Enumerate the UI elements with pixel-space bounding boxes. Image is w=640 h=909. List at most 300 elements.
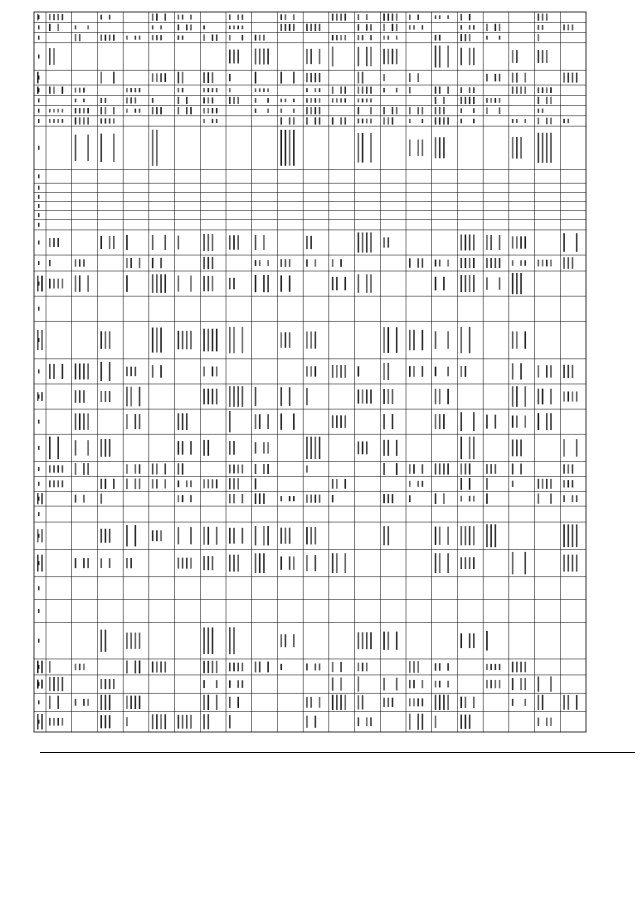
illegible-text-mark [332, 87, 334, 94]
illegible-text-mark [182, 463, 184, 474]
illegible-text-mark [79, 363, 81, 379]
illegible-text-mark [263, 275, 265, 292]
illegible-text-mark [439, 260, 441, 267]
illegible-text-mark [520, 87, 522, 94]
illegible-text-mark [409, 258, 411, 267]
illegible-text-mark [178, 558, 180, 569]
illegible-text-mark [550, 260, 552, 267]
illegible-text-mark [182, 88, 184, 92]
illegible-text-mark [520, 363, 522, 379]
illegible-text-mark [435, 137, 437, 158]
illegible-text-mark [285, 259, 287, 267]
illegible-text-mark [362, 232, 364, 252]
illegible-text-mark [383, 389, 385, 404]
illegible-text-mark [439, 414, 441, 429]
illegible-text-mark [306, 259, 308, 266]
illegible-text-mark [315, 366, 317, 376]
illegible-text-mark [336, 553, 338, 573]
illegible-text-mark [370, 232, 372, 252]
illegible-text-mark [512, 464, 514, 475]
illegible-text-mark [255, 414, 257, 429]
illegible-text-mark [49, 87, 51, 94]
illegible-text-mark [366, 87, 368, 94]
illegible-text-mark [310, 24, 312, 31]
row-number-mark [38, 512, 40, 516]
illegible-text-mark [409, 107, 411, 114]
illegible-text-mark [499, 235, 501, 250]
illegible-text-mark [100, 134, 102, 162]
illegible-text-mark [499, 36, 501, 40]
illegible-text-mark [495, 680, 497, 688]
illegible-text-mark [315, 73, 317, 82]
illegible-text-mark [229, 441, 231, 455]
illegible-text-mark [242, 14, 244, 19]
illegible-text-mark [109, 236, 111, 249]
illegible-text-mark [409, 366, 411, 377]
illegible-text-mark [572, 365, 574, 378]
illegible-text-mark [383, 414, 385, 429]
illegible-text-mark [306, 73, 308, 82]
illegible-text-mark [49, 14, 51, 20]
illegible-text-mark [306, 98, 308, 103]
illegible-text-mark [53, 14, 55, 20]
illegible-text-mark [567, 365, 569, 378]
illegible-text-mark [164, 14, 166, 21]
illegible-text-mark [53, 718, 55, 726]
illegible-text-mark [135, 525, 137, 546]
illegible-text-mark [237, 478, 239, 489]
illegible-text-mark [152, 274, 154, 293]
illegible-text-mark [306, 555, 308, 571]
illegible-text-mark [280, 275, 282, 291]
illegible-text-mark [563, 439, 565, 457]
illegible-text-mark [207, 556, 209, 570]
illegible-text-mark [242, 26, 244, 30]
illegible-text-mark [538, 365, 540, 377]
illegible-text-mark [109, 679, 111, 689]
illegible-text-mark [207, 88, 209, 92]
illegible-text-mark [383, 632, 385, 650]
illegible-text-mark [422, 330, 424, 350]
illegible-text-mark [495, 464, 497, 474]
illegible-text-mark [190, 715, 192, 729]
illegible-text-mark [229, 74, 231, 81]
illegible-text-mark [53, 465, 55, 472]
illegible-text-mark [550, 87, 552, 93]
illegible-text-mark [495, 524, 497, 547]
row-number-mark [38, 395, 40, 399]
illegible-text-mark [126, 525, 128, 546]
illegible-text-mark [396, 678, 398, 691]
illegible-text-mark [49, 260, 51, 266]
illegible-text-mark [75, 99, 77, 103]
illegible-text-mark [495, 664, 497, 670]
illegible-text-mark [447, 367, 449, 377]
illegible-text-mark [387, 698, 389, 707]
illegible-text-mark [567, 119, 569, 123]
illegible-text-mark [87, 363, 89, 379]
illegible-text-mark [182, 36, 184, 40]
illegible-text-mark [178, 88, 180, 92]
illegible-text-mark [212, 119, 214, 123]
illegible-text-mark [396, 49, 398, 64]
illegible-text-mark [563, 365, 565, 378]
illegible-text-mark [392, 389, 394, 404]
illegible-text-mark [280, 109, 282, 113]
illegible-text-mark [546, 260, 548, 267]
illegible-text-mark [186, 480, 188, 487]
illegible-text-mark [563, 480, 565, 487]
illegible-text-mark [542, 87, 544, 93]
illegible-text-mark [315, 117, 317, 124]
illegible-text-mark [178, 495, 180, 502]
illegible-text-mark [263, 49, 265, 65]
illegible-text-mark [75, 88, 77, 93]
illegible-text-mark [87, 463, 89, 475]
illegible-text-mark [293, 556, 295, 569]
illegible-text-mark [135, 97, 137, 103]
illegible-text-mark [563, 495, 565, 502]
illegible-text-mark [362, 133, 364, 163]
illegible-text-mark [310, 331, 312, 348]
illegible-text-mark [263, 235, 265, 250]
illegible-text-mark [229, 88, 231, 92]
illegible-text-mark [447, 260, 449, 267]
illegible-text-mark [100, 529, 102, 543]
illegible-text-mark [542, 260, 544, 267]
illegible-text-mark [182, 495, 184, 502]
illegible-text-mark [233, 327, 235, 353]
illegible-text-mark [465, 463, 467, 474]
illegible-text-mark [486, 664, 488, 670]
illegible-text-mark [490, 664, 492, 670]
illegible-text-mark [203, 119, 205, 123]
illegible-text-mark [237, 50, 239, 64]
illegible-text-mark [383, 49, 385, 64]
illegible-text-mark [460, 327, 462, 353]
illegible-text-mark [126, 633, 128, 649]
illegible-text-mark [417, 714, 419, 730]
illegible-text-mark [242, 528, 244, 544]
illegible-text-mark [233, 26, 235, 30]
illegible-text-mark [255, 275, 257, 292]
illegible-text-mark [315, 664, 317, 671]
illegible-text-mark [259, 49, 261, 65]
illegible-text-mark [100, 98, 102, 103]
illegible-text-mark [53, 279, 55, 289]
illegible-text-mark [233, 386, 235, 407]
illegible-text-mark [160, 258, 162, 268]
illegible-text-mark [152, 714, 154, 729]
illegible-text-mark [160, 530, 162, 541]
illegible-text-mark [319, 107, 321, 114]
illegible-text-mark [100, 715, 102, 728]
illegible-text-mark [105, 98, 107, 103]
illegible-text-mark [435, 260, 437, 267]
illegible-text-mark [75, 440, 77, 455]
illegible-text-mark [207, 108, 209, 113]
illegible-text-mark [409, 495, 411, 502]
illegible-text-mark [267, 88, 269, 92]
illegible-text-mark [332, 259, 334, 267]
illegible-text-mark [207, 527, 209, 545]
illegible-text-mark [336, 14, 338, 21]
illegible-text-mark [332, 677, 334, 690]
illegible-text-mark [383, 494, 385, 503]
illegible-text-mark [469, 34, 471, 41]
illegible-text-mark [315, 495, 317, 503]
illegible-text-mark [87, 108, 89, 113]
illegible-text-mark [366, 717, 368, 726]
illegible-text-mark [139, 258, 141, 268]
illegible-text-mark [75, 363, 77, 379]
illegible-text-mark [387, 440, 389, 456]
illegible-text-mark [41, 555, 43, 572]
illegible-text-mark [41, 680, 43, 689]
row-number-mark [38, 204, 40, 208]
illegible-text-mark [396, 440, 398, 456]
illegible-text-mark [413, 366, 415, 377]
illegible-text-mark [216, 88, 218, 92]
illegible-text-mark [75, 390, 77, 403]
row-number-mark [38, 36, 40, 40]
illegible-text-mark [358, 695, 360, 709]
illegible-text-mark [53, 87, 55, 94]
illegible-text-mark [486, 415, 488, 429]
illegible-text-mark [542, 695, 544, 710]
illegible-text-mark [344, 14, 346, 21]
illegible-text-mark [439, 117, 441, 124]
illegible-text-mark [285, 99, 287, 103]
illegible-text-mark [332, 365, 334, 378]
illegible-text-mark [383, 678, 385, 691]
illegible-text-mark [439, 681, 441, 688]
illegible-text-mark [79, 413, 81, 430]
illegible-text-mark [280, 117, 282, 124]
illegible-text-mark [336, 98, 338, 102]
illegible-text-mark [293, 413, 295, 429]
illegible-text-mark [460, 478, 462, 490]
illegible-text-mark [443, 97, 445, 104]
illegible-text-mark [332, 495, 334, 502]
illegible-text-mark [139, 478, 141, 489]
illegible-text-mark [460, 97, 462, 104]
illegible-text-mark [516, 137, 518, 159]
illegible-text-mark [212, 556, 214, 570]
illegible-text-mark [79, 664, 81, 671]
illegible-text-mark [207, 714, 209, 729]
illegible-text-mark [447, 527, 449, 545]
illegible-text-mark [259, 553, 261, 573]
illegible-text-mark [409, 698, 411, 706]
illegible-text-mark [130, 696, 132, 709]
illegible-text-mark [190, 527, 192, 544]
illegible-text-mark [413, 330, 415, 350]
illegible-text-mark [396, 327, 398, 353]
illegible-text-mark [105, 107, 107, 114]
illegible-text-mark [233, 465, 235, 474]
illegible-text-mark [186, 24, 188, 30]
illegible-text-mark [310, 107, 312, 114]
illegible-text-mark [280, 14, 282, 20]
illegible-text-mark [156, 130, 158, 166]
illegible-text-mark [203, 329, 205, 352]
illegible-text-mark [344, 553, 346, 573]
illegible-text-mark [344, 277, 346, 290]
illegible-text-mark [100, 679, 102, 689]
illegible-text-mark [370, 717, 372, 726]
illegible-text-mark [315, 259, 317, 266]
illegible-text-mark [473, 108, 475, 113]
illegible-text-mark [207, 389, 209, 405]
illegible-text-mark [336, 415, 338, 428]
illegible-text-mark [340, 117, 342, 124]
illegible-text-mark [332, 47, 334, 67]
illegible-text-mark [358, 87, 360, 94]
illegible-text-mark [490, 464, 492, 474]
illegible-text-mark [212, 366, 214, 376]
illegible-text-mark [344, 35, 346, 40]
row-number-mark [38, 186, 40, 190]
illegible-text-mark [289, 556, 291, 569]
illegible-text-mark [152, 35, 154, 40]
illegible-text-mark [100, 362, 102, 381]
row-number-mark [38, 76, 40, 80]
illegible-text-mark [216, 366, 218, 376]
row-number-mark [38, 25, 40, 29]
illegible-text-mark [567, 24, 569, 30]
illegible-text-mark [417, 140, 419, 157]
illegible-text-mark [435, 695, 437, 710]
illegible-text-mark [178, 97, 180, 104]
illegible-text-mark [285, 332, 287, 348]
illegible-text-mark [212, 72, 214, 83]
illegible-text-mark [409, 680, 411, 688]
illegible-text-mark [319, 98, 321, 103]
illegible-text-mark [417, 14, 419, 19]
illegible-text-mark [469, 14, 471, 21]
illegible-text-mark [495, 258, 497, 268]
illegible-text-mark [387, 632, 389, 650]
illegible-text-mark [538, 133, 540, 163]
illegible-text-mark [212, 88, 214, 92]
illegible-text-mark [524, 662, 526, 673]
illegible-text-mark [417, 73, 419, 82]
illegible-text-mark [57, 480, 59, 487]
illegible-text-mark [212, 34, 214, 41]
illegible-text-mark [358, 14, 360, 20]
illegible-text-mark [422, 698, 424, 706]
illegible-text-mark [447, 553, 449, 573]
illegible-text-mark [100, 72, 102, 84]
illegible-text-mark [520, 273, 522, 294]
illegible-text-mark [135, 660, 137, 673]
illegible-text-mark [203, 714, 205, 729]
illegible-text-mark [152, 130, 154, 166]
illegible-text-mark [310, 366, 312, 376]
illegible-text-mark [387, 389, 389, 404]
illegible-text-mark [417, 698, 419, 706]
illegible-text-mark [512, 236, 514, 248]
illegible-text-mark [524, 236, 526, 248]
illegible-text-mark [443, 117, 445, 124]
illegible-text-mark [469, 526, 471, 545]
illegible-text-mark [409, 464, 411, 474]
illegible-text-mark [460, 633, 462, 648]
illegible-text-mark [409, 25, 411, 29]
illegible-text-mark [443, 277, 445, 291]
illegible-text-mark [460, 14, 462, 21]
illegible-text-mark [79, 259, 81, 266]
illegible-text-mark [62, 279, 64, 289]
illegible-text-mark [512, 87, 514, 94]
illegible-text-mark [216, 695, 218, 710]
illegible-text-mark [285, 528, 287, 544]
illegible-text-mark [315, 331, 317, 348]
illegible-text-mark [126, 88, 128, 92]
illegible-text-mark [366, 663, 368, 672]
illegible-text-mark [512, 50, 514, 63]
illegible-text-mark [280, 332, 282, 348]
illegible-text-mark [546, 87, 548, 93]
illegible-text-mark [135, 88, 137, 92]
illegible-text-mark [216, 119, 218, 123]
illegible-text-mark [473, 258, 475, 268]
illegible-text-mark [126, 696, 128, 709]
illegible-text-mark [332, 35, 334, 40]
illegible-text-mark [293, 24, 295, 31]
illegible-text-mark [366, 441, 368, 454]
illegible-text-mark [370, 119, 372, 124]
illegible-text-mark [255, 49, 257, 65]
illegible-text-mark [563, 464, 565, 473]
illegible-text-mark [383, 117, 385, 124]
illegible-text-mark [332, 695, 334, 710]
illegible-text-mark [465, 275, 467, 292]
illegible-text-mark [538, 109, 540, 113]
illegible-text-mark [126, 109, 128, 113]
illegible-text-mark [344, 415, 346, 428]
illegible-text-mark [87, 699, 89, 706]
illegible-text-mark [439, 389, 441, 404]
illegible-text-mark [546, 718, 548, 726]
illegible-text-mark [203, 366, 205, 376]
illegible-text-mark [439, 107, 441, 114]
illegible-text-mark [135, 367, 137, 376]
illegible-text-mark [203, 234, 205, 251]
illegible-text-mark [75, 699, 77, 706]
illegible-text-mark [263, 553, 265, 573]
illegible-text-mark [512, 260, 514, 266]
illegible-text-mark [53, 48, 55, 65]
illegible-text-mark [109, 439, 111, 457]
illegible-text-mark [126, 717, 128, 726]
illegible-text-mark [49, 465, 51, 472]
illegible-text-mark [212, 276, 214, 291]
illegible-text-mark [263, 526, 265, 545]
row-number-mark [38, 261, 40, 265]
illegible-text-mark [49, 364, 51, 379]
illegible-text-mark [469, 633, 471, 648]
illegible-text-mark [473, 87, 475, 93]
illegible-text-mark [152, 530, 154, 541]
illegible-text-mark [164, 235, 166, 250]
illegible-text-mark [57, 718, 59, 726]
illegible-text-mark [164, 463, 166, 474]
illegible-text-mark [212, 389, 214, 405]
illegible-text-mark [237, 680, 239, 688]
illegible-text-mark [447, 463, 449, 474]
